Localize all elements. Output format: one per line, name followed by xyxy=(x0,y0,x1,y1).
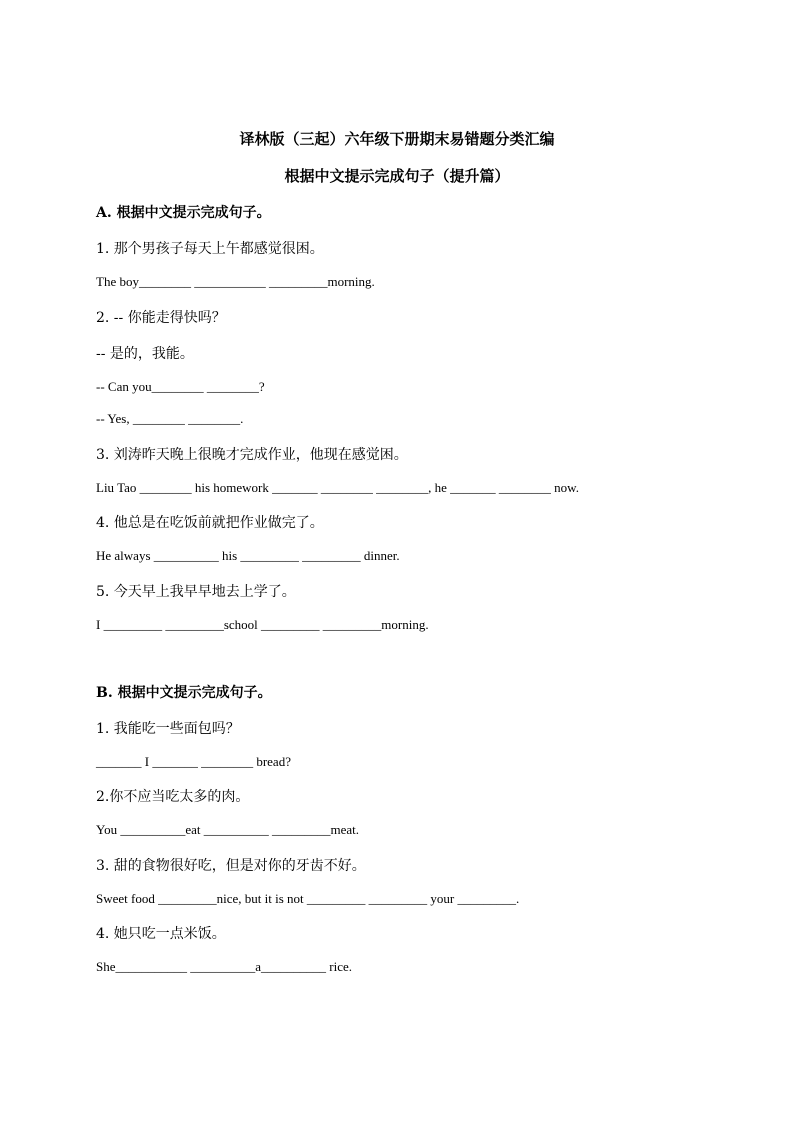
section-a-q1-english: The boy________ ___________ _________morning. xyxy=(96,274,375,289)
section-a-q2-english-answer: -- Yes, ________ ________. xyxy=(96,411,244,426)
section-a-q5-english: I _________ _________school _________ _________morning. xyxy=(96,617,429,632)
section-b-q4-english: She___________ __________a__________ rice. xyxy=(96,959,353,974)
section-a-q3-chinese: 3. 刘涛昨天晚上很晚才完成作业，他现在感觉困。 xyxy=(96,447,408,463)
section-b-q2-chinese: 2.你不应当吃太多的肉。 xyxy=(96,789,250,805)
document-title: 译林版（三起）六年级下册期末易错题分类汇编 xyxy=(239,130,555,148)
section-a-q4-english: He always __________ his _________ _________ dinner. xyxy=(96,548,400,563)
section-b-q2-english: You __________eat __________ _________meat. xyxy=(96,822,360,837)
section-a-q2-chinese: 2. -- 你能走得快吗？ xyxy=(96,310,226,326)
section-b-heading: B. 根据中文提示完成句子。 xyxy=(96,685,272,701)
section-b-q1-chinese: 1. 我能吃一些面包吗？ xyxy=(96,721,240,737)
section-a-heading: A. 根据中文提示完成句子。 xyxy=(96,205,271,221)
document-subtitle: 根据中文提示完成句子（提升篇） xyxy=(284,167,510,185)
section-b-q4-chinese: 4. 她只吃一点米饭。 xyxy=(96,926,226,942)
section-a-q5-chinese: 5. 今天早上我早早地去上学了。 xyxy=(96,584,296,600)
section-b-q3-english: Sweet food _________nice, but it is not _________ _________ your _________. xyxy=(96,891,520,906)
section-a-q4-chinese: 4. 他总是在吃饭前就把作业做完了。 xyxy=(96,515,324,531)
section-a-q2-english: -- Can you________ ________? xyxy=(96,379,265,394)
section-a-q1-chinese: 1. 那个男孩子每天上午都感觉很困。 xyxy=(96,241,324,257)
section-a-q2-chinese-answer: -- 是的，我能。 xyxy=(96,346,194,362)
section-a-q3-english: Liu Tao ________ his homework _______ ________ ________, he _______ ________ now. xyxy=(96,480,579,495)
section-b-q1-english: _______ I _______ ________ bread? xyxy=(96,754,291,769)
section-b-q3-chinese: 3. 甜的食物很好吃，但是对你的牙齿不好。 xyxy=(96,858,366,874)
